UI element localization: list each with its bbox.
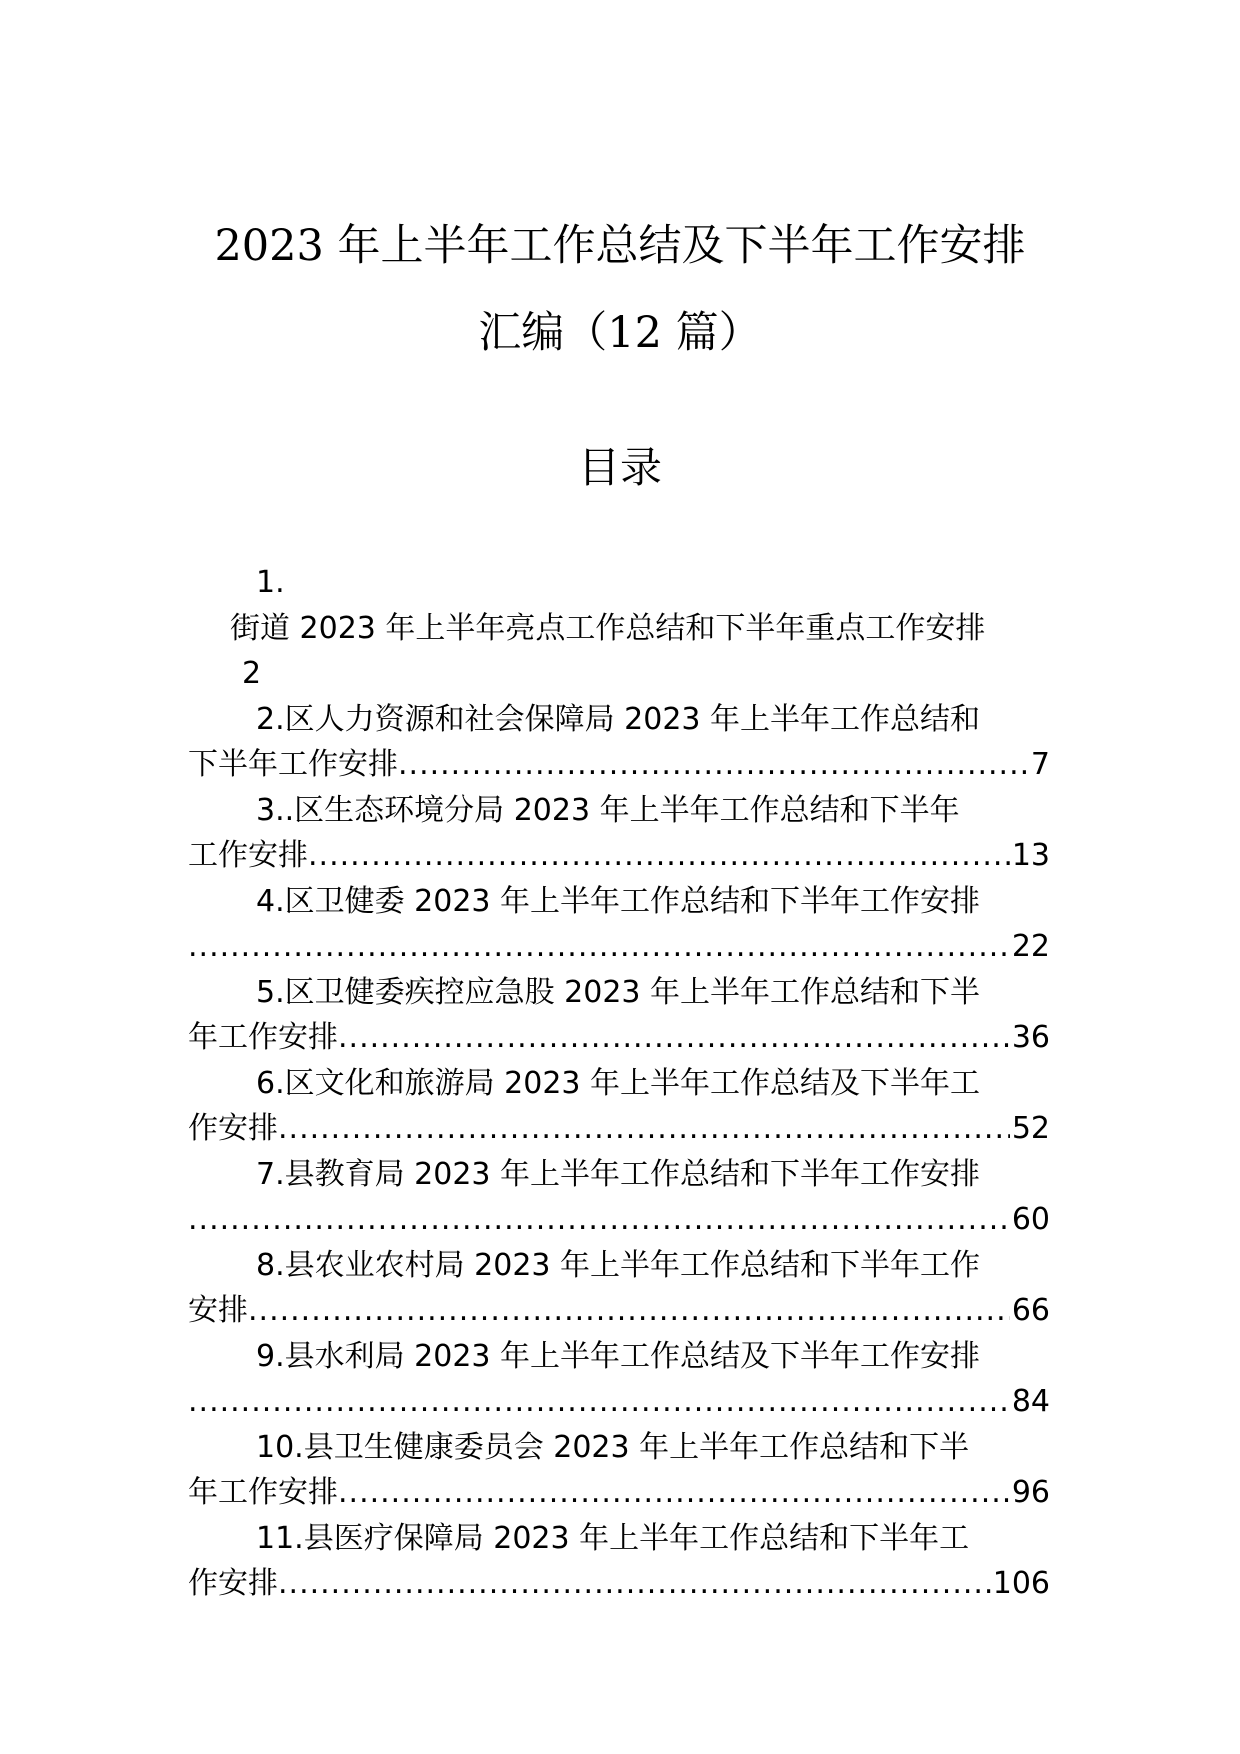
toc-entry-4[interactable] [188,879,1050,970]
toc-entry-title-cont: 作安排 [188,1566,278,1601]
leader-dots [338,1470,1010,1516]
toc-entry-page: 13 [1011,838,1050,873]
toc-entry-page: 60 [1011,1202,1050,1237]
toc-entry-title-cont: 下半年工作安排 [188,747,398,782]
leader-dots [338,1015,1010,1061]
toc-entry-3[interactable] [188,788,1050,879]
toc-entry-title-cont: 工作安排 [188,838,308,873]
toc-entry-title-cont: 作安排 [188,1111,278,1146]
toc-entry-page: 66 [1011,1293,1050,1328]
toc-entry-title: 6.区文化和旅游局 2023 年上半年工作总结及下半年工 [256,1065,981,1101]
toc-entry-page: 96 [1011,1475,1050,1510]
leader-dots [248,1288,1010,1334]
toc-entry-10[interactable] [188,1425,1050,1516]
toc-entry-title: 2.区人力资源和社会保障局 2023 年上半年工作总结和 [256,701,981,737]
toc-entry-page: 36 [1011,1020,1050,1055]
toc-entry-title: 11.县医疗保障局 2023 年上半年工作总结和下半年工 [256,1520,970,1556]
leader-dots [188,1197,1010,1243]
toc-entry-page: 84 [1011,1384,1050,1419]
toc-entry-title: 3..区生态环境分局 2023 年上半年工作总结和下半年 [256,792,960,828]
toc-entry-title-cont: 安排 [188,1293,248,1328]
toc-entry-1[interactable] [188,560,1050,697]
toc-entry-page: 106 [992,1566,1050,1601]
toc-entry-title-cont: 年工作安排 [188,1020,338,1055]
toc-entry-title: 7.县教育局 2023 年上半年工作总结和下半年工作安排 [256,1156,981,1192]
leader-dots [278,1561,991,1607]
document-title-line2: 汇编（12 篇） [478,308,762,358]
toc-entry-page: 2 [242,656,262,691]
leader-dots [278,1106,1010,1152]
toc-heading: 目录 [577,443,662,492]
leader-dots [308,833,1010,879]
toc-entry-number: 1. [256,565,285,600]
toc-entry-title: 4.区卫健委 2023 年上半年工作总结和下半年工作安排 [256,883,981,919]
toc-entry-page: 52 [1011,1111,1050,1146]
toc-entry-11[interactable] [188,1516,1050,1607]
toc-entry-2[interactable] [188,697,1050,788]
document-title-line1: 2023 年上半年工作总结及下半年工作安排 [214,221,1026,271]
toc-entry-page: 22 [1011,929,1050,964]
leader-dots [188,1379,1010,1425]
leader-dots [188,924,1010,970]
leader-dots [398,742,1029,788]
toc-entry-page: 7 [1030,747,1050,782]
toc-entry-6[interactable] [188,1061,1050,1152]
toc-entry-title: 9.县水利局 2023 年上半年工作总结及下半年工作安排 [256,1338,981,1374]
toc-entry-title: 10.县卫生健康委员会 2023 年上半年工作总结和下半 [256,1429,970,1465]
toc-entry-7[interactable] [188,1152,1050,1243]
table-of-contents [188,560,1050,1607]
toc-entry-9[interactable] [188,1334,1050,1425]
toc-entry-8[interactable] [188,1243,1050,1334]
toc-entry-title: 8.县农业农村局 2023 年上半年工作总结和下半年工作 [256,1247,981,1283]
toc-entry-title-cont: 年工作安排 [188,1475,338,1510]
toc-entry-5[interactable] [188,970,1050,1061]
toc-entry-title: 街道 2023 年上半年亮点工作总结和下半年重点工作安排 [230,610,986,646]
toc-entry-title: 5.区卫健委疾控应急股 2023 年上半年工作总结和下半 [256,974,981,1010]
